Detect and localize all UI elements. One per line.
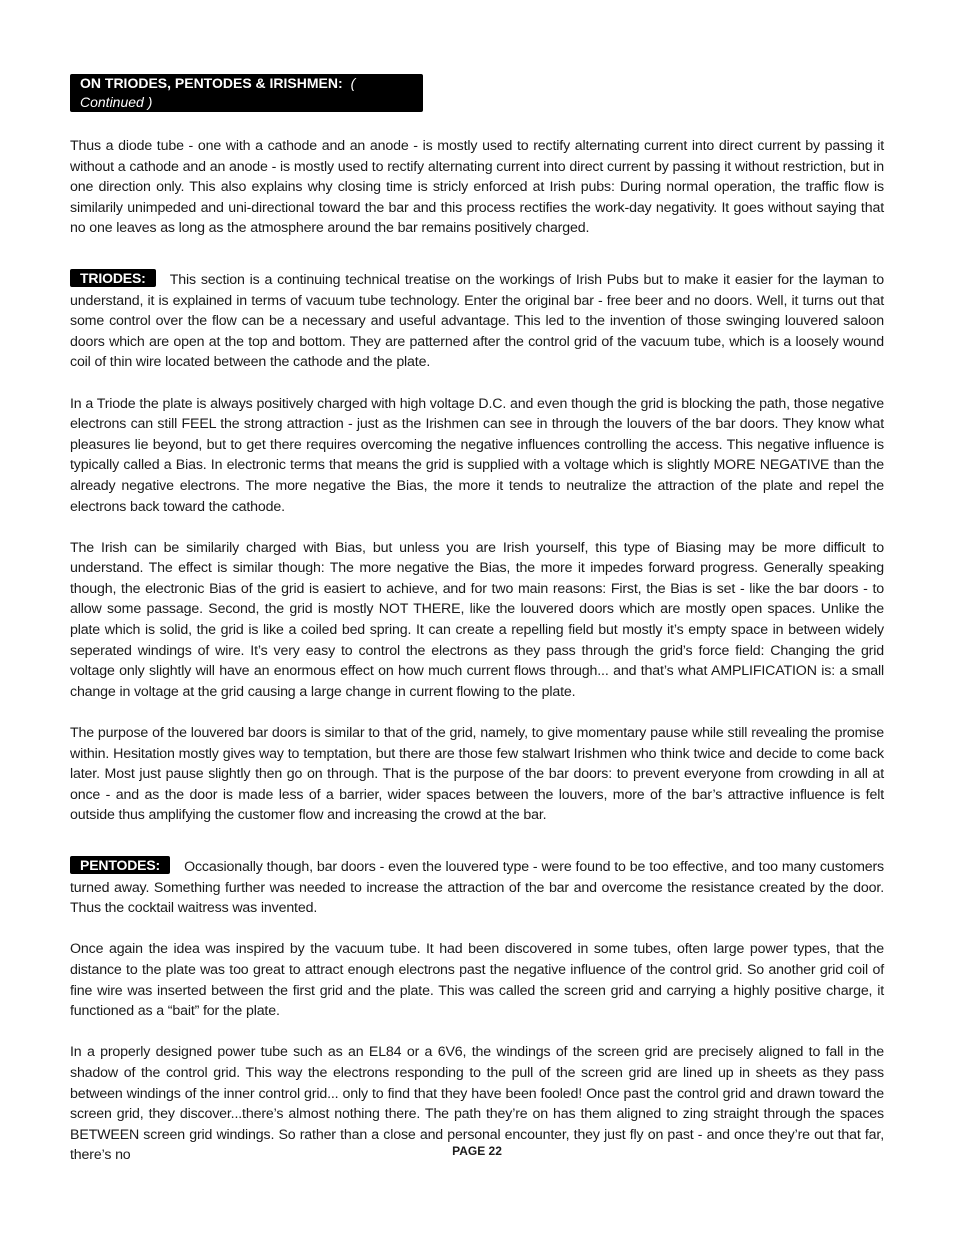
section-header [70,74,423,112]
intro-paragraph: Thus a diode tube - one with a cathode and an anode - is mostly used to rectify alternating current into direct current by passing it without a cathode and an anode - is mostly used to rectify alternating current into direct current by passing it without restriction, but in one direction only. This also explains why closing time is stricly enforced at Irish pubs: During normal operation, the traffic flow is similarily unimpeded and uni-directional toward the bar and this process rectifies the work-day negativity. It goes without saying that no one leaves as long as the atmosphere around the bar remains positively charged. [70,138,884,237]
pentodes-tag: PENTODES: [70,856,170,874]
triodes-paragraph-3: The Irish can be similarily charged with Bias, but unless you are Irish yourself, this type of Biasing may be more difficult to understand. The effect is similar though: The more negative the Bias, the more it impedes forward progress. Generally speaking though, the electronic Bias of the grid is easiert to achieve, and for two main reasons: First, the Bias is set - like the bar doors - to allow some passage. Second, the grid is mostly NOT THERE, like the louvered doors which are mostly open spaces. Unlike the plate which is solid, the grid is like a coiled bed spring. It can create a repelling field but mostly it’s empty space in between widely seperated windings of wire. It’s very easy to control the electrons as they pass through the grid’s force field: Changing the grid voltage only slightly will have an enormous effect on how much current flows through... and that’s what AMPLIFICATION is: a small change in voltage at the grid causing a large change in current flowing to the plate. [70,539,884,700]
pentodes-paragraph-3: In a properly designed power tube such as an EL84 or a 6V6, the windings of the screen grid are precisely aligned to fall in the shadow of the control grid. This way the electrons responding to the pull of the screen grid are lined up in sheets as they pass between windings of the inner control grid... only to find that they have been fooled! Once past the control grid and drawn toward the screen grid, they discover...there’s almost nothing there. The path they’re on has them aligned to zing straight through the spaces BETWEEN screen grid windings. So rather than a close and personal encounter, they just fly on past - and once they’re out that far, there’s no [70,1044,884,1164]
triodes-tag: TRIODES: [70,269,156,287]
continued-label: ( Continued ) [80,75,356,110]
page-number: PAGE 22 [452,1144,502,1158]
page-content [70,74,884,1166]
pentodes-paragraph-1-text: Occasionally though, bar doors - even the louvered type - were found to be too effective, and too many customers turned away. Something further was needed to increase the attraction of the bar and overcome the resistance created by the door. Thus the cocktail waitress was invented. [70,859,884,917]
triodes-paragraph-1 [70,269,884,373]
triodes-paragraph-4: The purpose of the louvered bar doors is similar to that of the grid, namely, to give momentary pause while still revealing the promise within. Hesitation mostly gives way to temptation, but there are those few stalwart Irishmen who think twice and decide to come back later. Most just pause slightly then go on through. That is the purpose of the bar doors: to prevent everyone from crowding in all at once - and as the door is made less of a barrier, wider spaces between the louvers, more of the bar’s attractive influence is felt outside thus amplifying the customer flow and increasing the crowd at the bar. [70,725,884,824]
triodes-paragraph-2: In a Triode the plate is always positively charged with high voltage D.C. and even though the grid is blocking the path, those negative electrons can still FEEL the strong attraction - just as the Irishmen can see in through the louvers of the bar doors. They know what pleasures lie beyond, but to get there requires overcoming the negative influences controlling the access. This negative influence is typically called a Bias. In electronic terms that means the grid is supplied with a voltage which is slightly MORE NEGATIVE than the already negative electrons. The more negative the Bias, the more it tends to neutralize the attraction of the plate and repel the electrons back toward the cathode. [70,395,884,515]
triodes-paragraph-1-text: This section is a continuing technical treatise on the workings of Irish Pubs but to make it easier for the layman to understand, it is explained in terms of vacuum tube technology. Enter the original bar - free beer and no doors. Well, it turns out that some control over the flow can be a necessary and useful advantage. This led to the invention of those swinging louvered saloon doors which are open at the top and bottom. They are patterned after the control grid of the vacuum tube, which is a loosely wound coil of thin wire located between the cathode and the plate. [70,271,884,371]
pentodes-paragraph-1 [70,856,884,919]
section-title: ON TRIODES, PENTODES & IRISHMEN: [80,75,343,91]
pentodes-paragraph-2: Once again the idea was inspired by the vacuum tube. It had been discovered in some tubes, often large power types, that the distance to the plate was too great to attract enough electrons past the negative influence of the control grid. So another grid coil of fine wire was inserted between the first grid and the plate. This was called the screen grid and carrying a highly positive charge, it functioned as a “bait” for the plate. [70,941,884,1020]
